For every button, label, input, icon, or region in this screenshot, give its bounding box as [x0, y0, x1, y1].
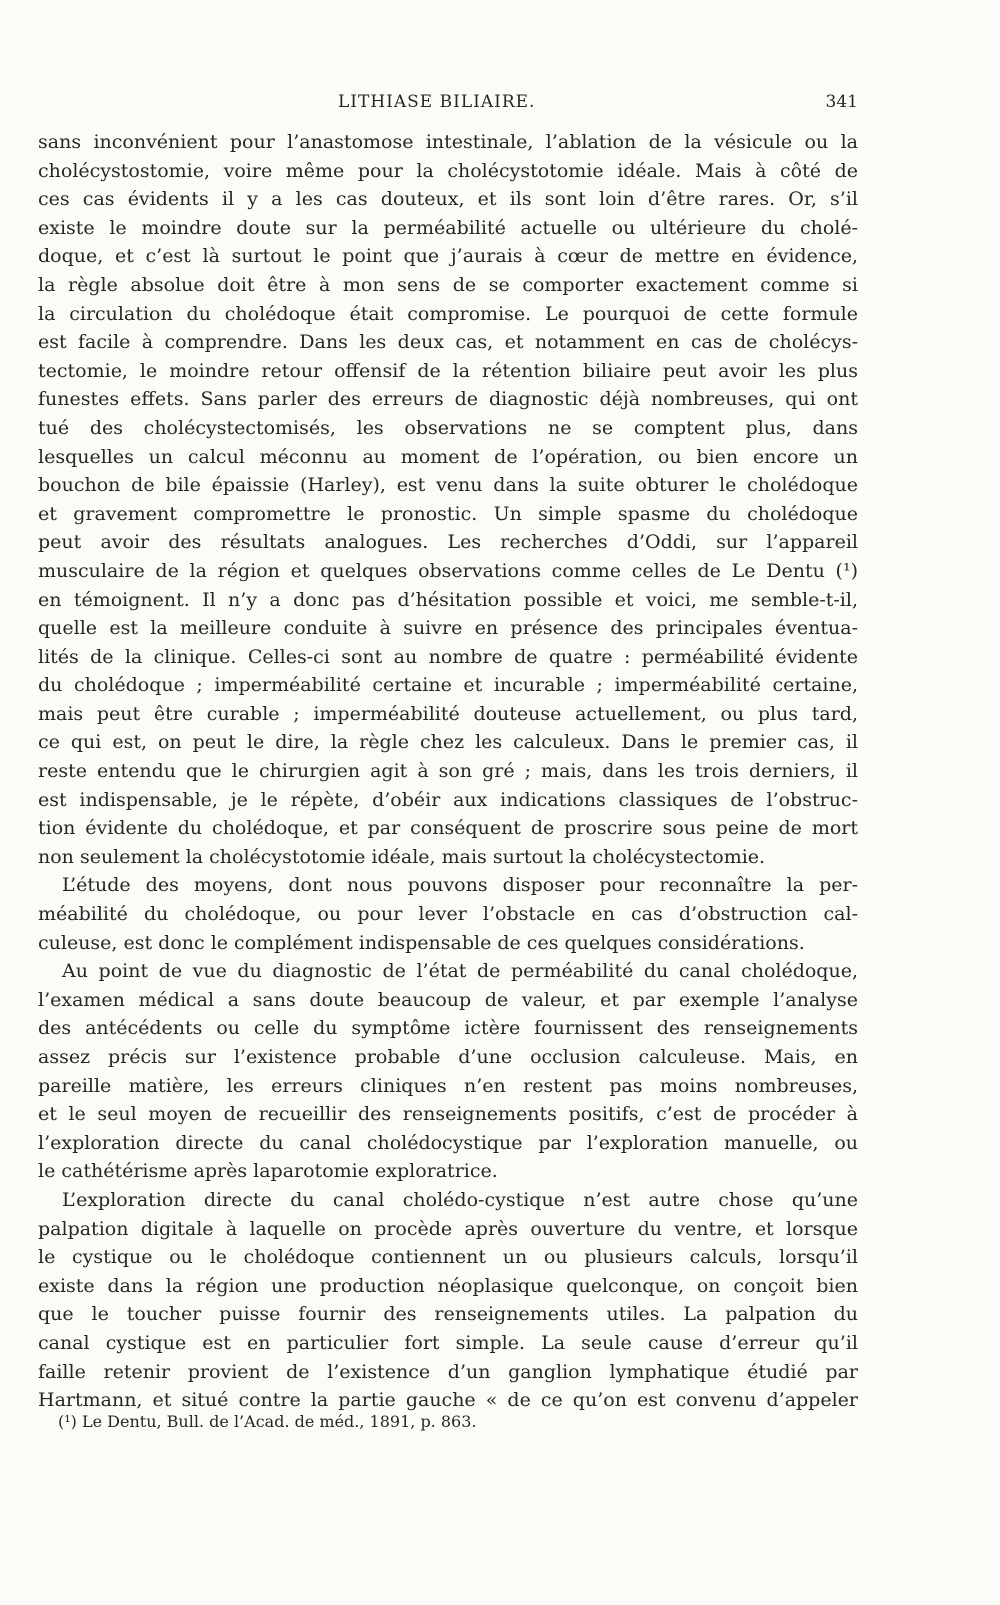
text-line: tué des cholécystectomisés, les observations ne se comptent plus, dans	[38, 416, 858, 439]
text-line: canal cystique est en particulier fort simple. La seule cause d’erreur qu’il	[38, 1331, 858, 1354]
text-line: ce qui est, on peut le dire, la règle chez les calculeux. Dans le premier cas, il	[38, 731, 858, 754]
text-line: non seulement la cholécystotomie idéale, mais surtout la cholécystectomie.	[38, 845, 766, 868]
text-line: musculaire de la région et quelques observations comme celles de Le Dentu (¹)	[38, 559, 858, 582]
text-line: faille retenir provient de l’existence d’un ganglion lymphatique étudié par	[38, 1360, 858, 1383]
text-line: funestes effets. Sans parler des erreurs de diagnostic déjà nombreuses, qui ont	[38, 388, 858, 411]
text-line: du cholédoque ; imperméabilité certaine et incurable ; imperméabilité certaine,	[38, 674, 858, 697]
text-line: l’exploration directe du canal cholédocystique par l’exploration manuelle, ou	[38, 1131, 858, 1154]
text-line: assez précis sur l’existence probable d’une occlusion calculeuse. Mais, en	[38, 1046, 858, 1068]
text-line: pareille matière, les erreurs cliniques n’en restent pas moins nombreuses,	[38, 1074, 858, 1097]
text-line: bouchon de bile épaissie (Harley), est venu dans la suite obturer le cholédoque	[38, 474, 858, 497]
text-line: le cystique ou le cholédoque contiennent un ou plusieurs calculs, lorsqu’il	[38, 1246, 858, 1269]
text-line: existe le moindre doute sur la perméabilité actuelle ou ultérieure du cholé-	[38, 216, 858, 239]
text-line: l’examen médical a sans doute beaucoup de valeur, et par exemple l’analyse	[38, 988, 858, 1011]
text-line: la circulation du cholédoque était compromise. Le pourquoi de cette formule	[38, 302, 858, 325]
text-line: cholécystostomie, voire même pour la cholécystotomie idéale. Mais à côté de	[38, 159, 858, 182]
text-line: et le seul moyen de recueillir des renseignements positifs, c’est de procéder à	[38, 1103, 858, 1126]
text-line: L’étude des moyens, dont nous pouvons disposer pour reconnaître la per-	[62, 874, 858, 897]
text-line: existe dans la région une production néoplasique quelconque, on conçoit bien	[38, 1274, 858, 1297]
text-line: méabilité du cholédoque, ou pour lever l’obstacle en cas d’obstruction cal-	[38, 903, 858, 926]
text-line: en témoignent. Il n’y a donc pas d’hésitation possible et voici, me semble-t-il,	[38, 588, 858, 611]
text-line: sans inconvénient pour l’anastomose intestinale, l’ablation de la vésicule ou la	[38, 131, 858, 153]
text-line: des antécédents ou celle du symptôme ictère fournissent des renseignements	[38, 1017, 858, 1040]
text-line: peut avoir des résultats analogues. Les recherches d’Oddi, sur l’appareil	[38, 531, 858, 554]
text-line: est facile à comprendre. Dans les deux cas, et notamment en cas de cholécys-	[38, 331, 858, 354]
text-line: et gravement compromettre le pronostic. Un simple spasme du cholédoque	[38, 502, 858, 525]
page-number: 341	[825, 92, 858, 112]
body-text	[38, 128, 858, 1415]
text-line: mais peut être curable ; imperméabilité douteuse actuellement, ou plus tard,	[38, 702, 858, 725]
text-line: L’exploration directe du canal cholédo-cystique n’est autre chose qu’une	[62, 1188, 858, 1211]
text-line: culeuse, est donc le complément indispensable de ces quelques considérations.	[38, 931, 805, 954]
page-header	[38, 92, 858, 122]
text-line: ces cas évidents il y a les cas douteux, et ils sont loin d’être rares. Or, s’il	[38, 188, 858, 211]
text-line: Hartmann, et situé contre la partie gauche « de ce qu’on est convenu d’appeler	[38, 1389, 858, 1412]
text-line: quelle est la meilleure conduite à suivre en présence des principales éventua-	[38, 617, 858, 640]
text-line: la règle absolue doit être à mon sens de se comporter exactement comme si	[38, 273, 858, 296]
text-line: tion évidente du cholédoque, et par conséquent de proscrire sous peine de mort	[38, 817, 858, 840]
text-line: que le toucher puisse fournir des renseignements utiles. La palpation du	[38, 1303, 858, 1326]
text-line: le cathétérisme après laparotomie exploratrice.	[38, 1160, 498, 1183]
text-line: lesquelles un calcul méconnu au moment de l’opération, ou bien encore un	[38, 445, 858, 468]
text-line: lités de la clinique. Celles-ci sont au nombre de quatre : perméabilité évidente	[38, 645, 858, 668]
footnote: (¹) Le Dentu, Bull. de l’Acad. de méd., 1891, p. 863.	[58, 1412, 477, 1431]
text-line: est indispensable, je le répète, d’obéir aux indications classiques de l’obstruc-	[38, 788, 858, 811]
text-line: palpation digitale à laquelle on procède après ouverture du ventre, et lorsque	[38, 1217, 858, 1240]
text-line: Au point de vue du diagnostic de l’état de perméabilité du canal cholédoque,	[62, 960, 858, 983]
text-line: tectomie, le moindre retour offensif de la rétention biliaire peut avoir les plus	[38, 359, 858, 382]
text-line: reste entendu que le chirurgien agit à son gré ; mais, dans les trois derniers, il	[38, 760, 858, 783]
text-line: doque, et c’est là surtout le point que j’aurais à cœur de mettre en évidence,	[38, 245, 858, 268]
running-head: LITHIASE BILIAIRE.	[338, 92, 536, 112]
